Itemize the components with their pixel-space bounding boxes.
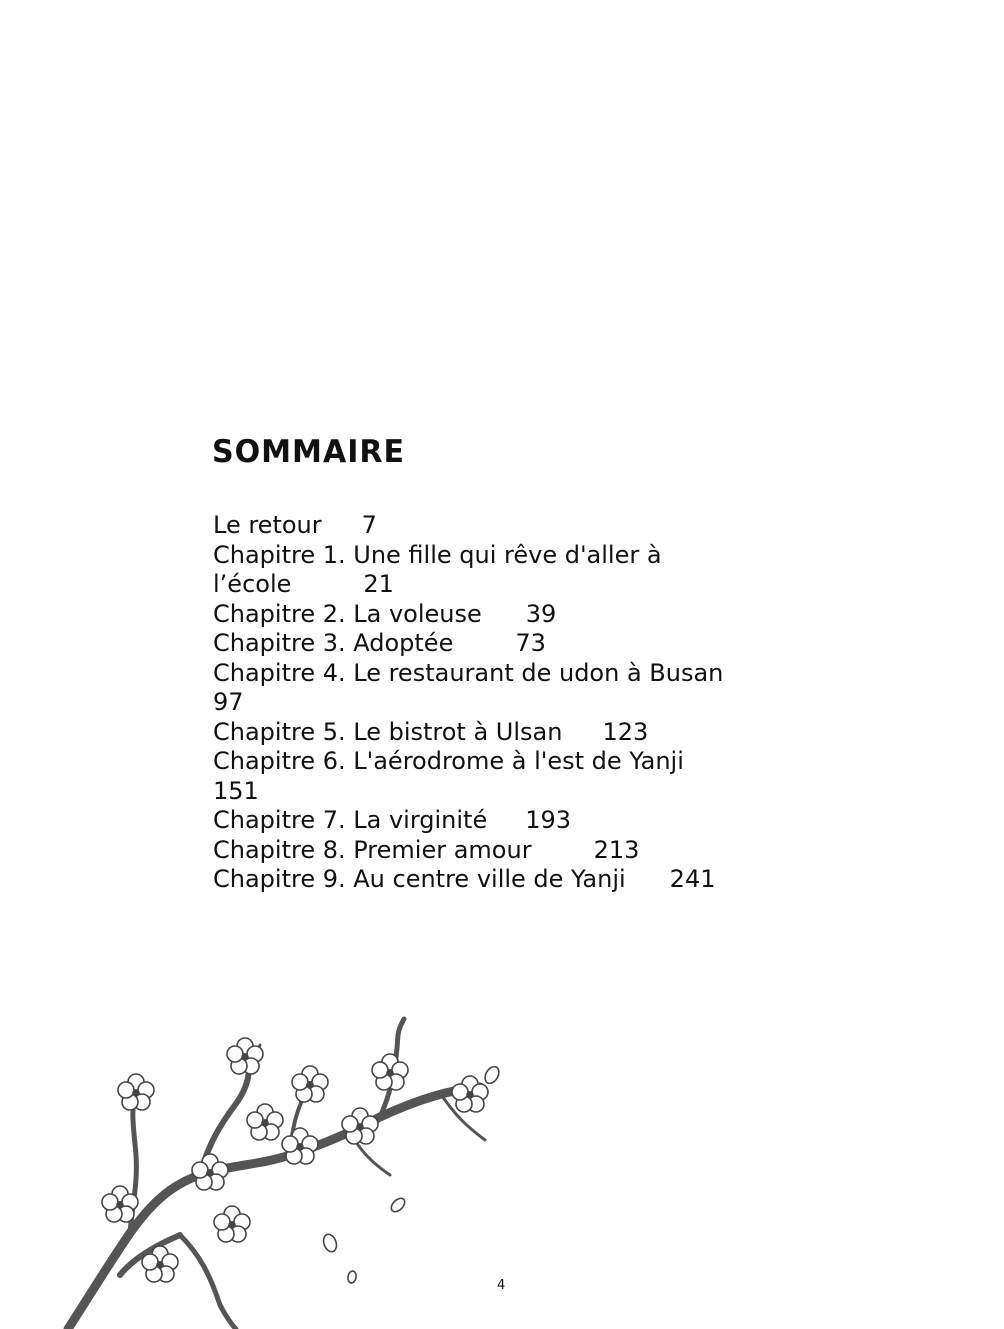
toc-entry-chapitre-7[interactable] <box>213 806 753 836</box>
toc-entry-page: 241 <box>669 865 716 893</box>
toc-entry-chapitre-5[interactable] <box>213 718 753 748</box>
toc-entry-page: 213 <box>593 835 640 864</box>
blossom-flower-icon <box>192 1154 228 1190</box>
blossom-flower-icon <box>214 1206 250 1242</box>
blossom-flower-icon <box>292 1066 328 1102</box>
toc-entry-chapitre-4[interactable] <box>213 659 753 689</box>
toc-entry-chapitre-2[interactable] <box>213 600 753 630</box>
toc-entry-title: Chapitre 6. L'aérodrome à l'est de Yanji <box>213 747 684 775</box>
toc-entry-chapitre-1-continued[interactable] <box>213 570 753 600</box>
falling-petal-icon <box>482 1064 501 1086</box>
falling-petal-icon <box>347 1270 357 1283</box>
toc-entry-page: 193 <box>525 806 572 834</box>
branch-icon <box>68 1019 485 1329</box>
toc-entry-chapitre-8[interactable] <box>213 836 753 866</box>
toc-entry-page: 73 <box>515 629 546 657</box>
toc-entry-title: Chapitre 7. La virginité <box>213 806 488 834</box>
blossom-flower-icon <box>247 1104 283 1140</box>
toc-entry-page: 39 <box>525 599 557 628</box>
toc-entry-title: Chapitre 5. Le bistrot à Ulsan <box>213 717 563 746</box>
page-number: 4 <box>497 1278 506 1293</box>
falling-petal-icon <box>389 1196 407 1214</box>
toc-entry-chapitre-6[interactable] <box>213 747 753 777</box>
toc-entry-title: Le retour <box>213 511 322 539</box>
toc-entry-chapitre-3[interactable] <box>213 629 753 659</box>
falling-petal-icon <box>321 1232 338 1253</box>
blossom-flower-icon <box>227 1038 263 1074</box>
toc-entry-title: Chapitre 1. Une fille qui rêve d'aller à <box>213 540 662 569</box>
page-title: SOMMAIRE <box>212 434 405 470</box>
cherry-blossom-illustration <box>60 1015 520 1329</box>
toc-entry-chapitre-9[interactable] <box>213 865 753 895</box>
blossom-flower-icon <box>342 1108 378 1144</box>
toc-entry-chapitre-1[interactable] <box>213 541 753 571</box>
blossom-flower-icon <box>118 1074 154 1110</box>
toc-entry-title: Chapitre 4. Le restaurant de udon à Busan <box>213 658 724 687</box>
table-of-contents <box>213 511 753 895</box>
toc-entry-title: Chapitre 8. Premier amour <box>213 835 532 864</box>
toc-entry-title: Chapitre 9. Au centre ville de Yanji <box>213 865 626 893</box>
blossom-flowers <box>102 1038 502 1284</box>
toc-entry-page: 21 <box>363 570 394 598</box>
toc-entry-chapitre-4-page[interactable] <box>213 688 753 718</box>
toc-entry-page: 7 <box>361 511 377 539</box>
toc-entry-page: 123 <box>602 717 649 746</box>
blossom-flower-icon <box>282 1128 318 1164</box>
toc-entry-title: Chapitre 2. La voleuse <box>213 599 482 628</box>
blossom-flower-icon <box>372 1054 408 1090</box>
toc-entry-title: Chapitre 3. Adoptée <box>213 629 454 657</box>
toc-entry-le-retour[interactable] <box>213 511 753 541</box>
toc-entry-page: 151 <box>213 776 259 805</box>
toc-entry-title-continued: l’école <box>213 570 292 598</box>
toc-entry-page: 97 <box>213 688 244 716</box>
toc-entry-chapitre-6-page[interactable] <box>213 777 753 807</box>
blossom-flower-icon <box>452 1076 488 1112</box>
